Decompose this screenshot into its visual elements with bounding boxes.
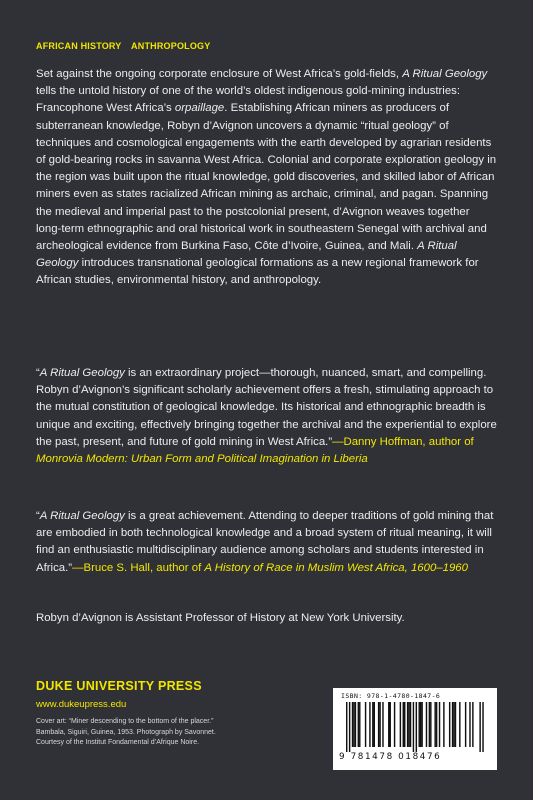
text-segment: orpaillage <box>174 102 225 115</box>
text-segment: Set against the ongoing corporate enclosure of West Africa’s gold-fields, <box>36 68 403 80</box>
barcode-bar <box>443 702 444 747</box>
barcode-bars <box>339 702 491 752</box>
text-segment: A Ritual Geology <box>39 367 125 379</box>
barcode-bar <box>453 702 454 747</box>
barcode-bar <box>449 702 450 747</box>
text-segment: Monrovia Modern: Urban Form and Political Imagination in Liberia <box>36 453 368 466</box>
barcode-bar <box>416 702 417 752</box>
barcode-bar <box>369 702 370 747</box>
book-description <box>36 66 498 290</box>
barcode-bar <box>407 702 408 747</box>
barcode-bar <box>439 702 440 747</box>
text-segment: A Ritual Geology <box>402 68 488 80</box>
barcode-bar <box>429 702 430 747</box>
barcode-bar <box>459 702 460 747</box>
subject-categories <box>36 41 210 51</box>
barcode-bar <box>408 702 409 747</box>
cover-art-line: Cover art: “Miner descending to the bottom of the placer.” <box>36 718 214 725</box>
endorsement-hall <box>36 508 498 577</box>
barcode-bar <box>372 702 373 747</box>
subject-history: AFRICAN HISTORY <box>36 41 122 51</box>
text-segment: is an extraordinary project—thorough, nuanced, smart, and compelling. Robyn d’Avignon’s significant scholarly achievement offers a fresh, stimulating approach to the mutual constitution of geological knowledge. Its historical and ethnographic breadth is unique and exciting, effectively bringing together the archival and the experiential to explore the past, present, and future of gold mining in West Africa.” <box>36 367 497 448</box>
barcode-bar <box>421 702 422 747</box>
barcode-bar <box>426 702 427 747</box>
text-segment: A Ritual Geology <box>36 240 457 270</box>
barcode-bar <box>382 702 383 747</box>
barcode-bar <box>479 702 480 752</box>
publisher-name: DUKE UNIVERSITY PRESS <box>36 679 202 693</box>
barcode-bar <box>390 702 391 747</box>
text-segment: introduces transnational geological formations as a new regional framework for African studies, environmental history, and anthropology. <box>36 257 479 287</box>
barcode-bar <box>349 702 350 752</box>
text-segment: “ <box>36 510 40 522</box>
text-segment: —Danny Hoffman, author of <box>332 435 474 448</box>
barcode-bar <box>455 702 456 747</box>
barcode-bar <box>394 702 395 747</box>
barcode-bar <box>352 702 353 747</box>
barcode-bar <box>374 702 375 747</box>
text-segment: A Ritual Geology <box>39 510 125 522</box>
barcode-bar <box>400 702 401 747</box>
text-segment: is a great achievement. Attending to deeper traditions of gold mining that are embodied in both technological knowledge and a broad system of ritual meaning, it will find an enthusiastic multidisciplinary audience among scholars and students interested in Africa.” <box>36 510 494 574</box>
author-bio: Robyn d’Avignon is Assistant Professor of History at New York University. <box>36 612 405 624</box>
barcode-bar <box>346 702 347 752</box>
barcode-bar <box>413 702 414 752</box>
text-segment: —Bruce S. Hall, author of <box>72 561 205 574</box>
barcode-bar <box>465 702 466 747</box>
barcode-bar <box>419 702 420 747</box>
barcode-bar <box>359 702 360 747</box>
barcode-bar <box>379 702 380 747</box>
barcode-bar <box>436 702 437 747</box>
cover-art-line: Courtesy of the Institut Fondamental d’Afrique Noire. <box>36 739 200 746</box>
subject-anthropology: ANTHROPOLOGY <box>131 41 211 51</box>
barcode-bar <box>355 702 356 747</box>
cover-art-credit <box>36 717 256 749</box>
barcode-bar <box>452 702 453 747</box>
text-segment: A History of Race in Muslim West Africa, 1600–1960 <box>204 561 468 574</box>
barcode-bar <box>410 702 411 747</box>
barcode-bar <box>434 702 435 747</box>
endorsement-hoffman <box>36 365 498 468</box>
publisher-website: www.dukeupress.edu <box>36 699 127 710</box>
barcode-bar <box>388 702 389 747</box>
barcode-bar <box>420 702 421 747</box>
cover-art-line: Bambala, Siguiri, Guinea, 1953. Photograph by Savonnet. <box>36 728 216 736</box>
barcode-digits: 9 781478 018476 <box>339 752 442 762</box>
barcode-bar <box>403 702 404 747</box>
text-segment: “ <box>36 367 40 379</box>
text-segment: tells the untold history of one of the world’s oldest indigenous gold-mining industries: Francophone West Africa’s <box>36 85 461 115</box>
barcode-bar <box>430 702 431 747</box>
barcode-bar <box>365 702 366 747</box>
barcode-bar <box>469 702 470 747</box>
isbn-barcode <box>333 688 497 770</box>
barcode-bar <box>472 702 473 747</box>
barcode-bar <box>378 702 379 747</box>
isbn-label: ISBN: 978-1-4780-1847-6 <box>341 692 441 700</box>
barcode-bar <box>482 702 483 752</box>
text-segment: . Establishing African miners as producers of subterranean knowledge, Robyn d’Avignon uncovers a dynamic “ritual geology” of techniques and cosmological engagements with the earth developed by agrarian residents of gold-bearing rocks in savanna West Africa. Colonial and corporate exploration geology in the region was built upon the ritual knowledge, gold discoveries, and skilled labor of African miners even as states racialized African mining as archaic, criminal, and pagan. Spanning the medieval and imperial past to the postcolonial present, d’Avignon weaves together long-term ethnographic and oral historical work in southeastern Senegal with archival and archeological evidence from Burkina Faso, Côte d’Ivoire, Guinea, and Mali. <box>36 102 497 253</box>
barcode-bar <box>353 702 354 747</box>
barcode-bar <box>358 702 359 747</box>
barcode-bar <box>404 702 405 747</box>
